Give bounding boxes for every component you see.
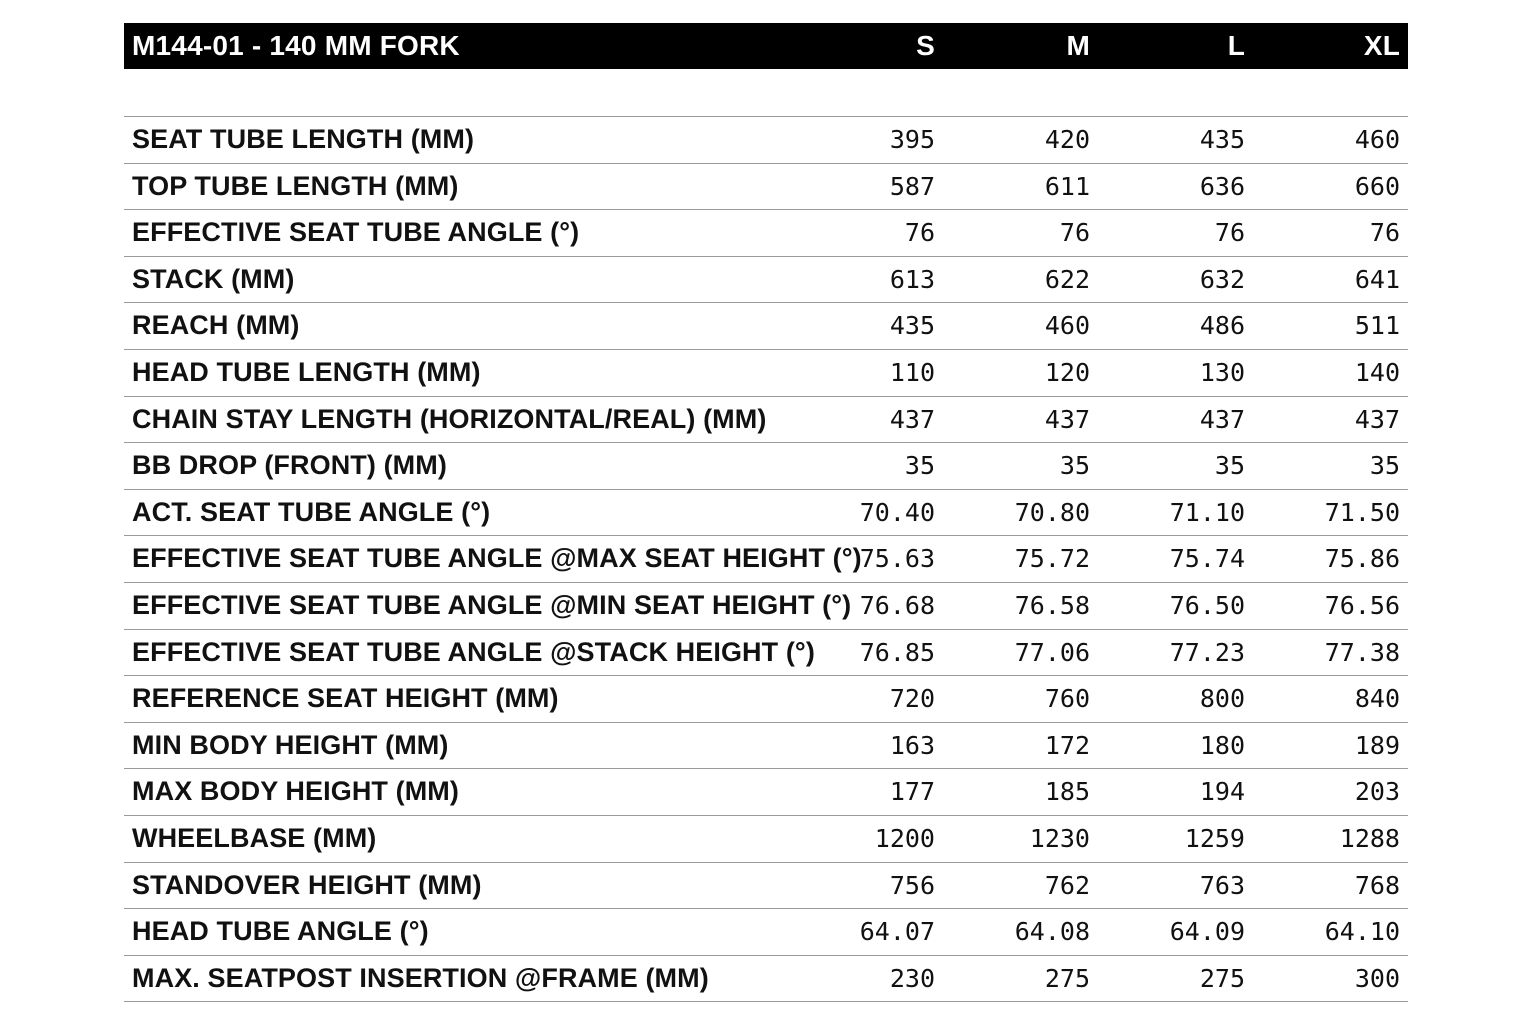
cell-xl: 460 xyxy=(1354,125,1400,154)
cell-l: 486 xyxy=(1199,311,1245,341)
cell-xl: 71.50 xyxy=(1324,497,1400,527)
cell-m: 460 xyxy=(1044,311,1090,341)
cell-m: 760 xyxy=(1044,684,1090,714)
cell-xl: 35 xyxy=(1369,451,1400,481)
cell-s: 163 xyxy=(889,730,935,760)
table-row xyxy=(124,257,1408,304)
row-label: STACK (MM) xyxy=(132,263,295,294)
cell-xl: 76 xyxy=(1369,218,1400,248)
cell-s: 35 xyxy=(904,451,935,481)
table-row xyxy=(124,863,1408,910)
table-row xyxy=(124,443,1408,490)
cell-m: 762 xyxy=(1044,870,1090,900)
cell-s: 435 xyxy=(889,311,935,341)
cell-xl: 660 xyxy=(1354,171,1400,201)
cell-xl: 189 xyxy=(1354,730,1400,760)
cell-m: 76 xyxy=(1059,218,1090,248)
row-label: EFFECTIVE SEAT TUBE ANGLE @MIN SEAT HEIGHT (°) xyxy=(132,589,852,620)
cell-l: 636 xyxy=(1199,171,1245,201)
table-row xyxy=(124,397,1408,444)
cell-s: 64.07 xyxy=(859,917,935,947)
cell-xl: 840 xyxy=(1354,684,1400,714)
cell-l: 75.74 xyxy=(1169,544,1245,574)
cell-s: 75.63 xyxy=(859,544,935,574)
table-row xyxy=(124,210,1408,257)
cell-s: 177 xyxy=(889,777,935,807)
cell-l: 435 xyxy=(1199,125,1245,154)
cell-m: 172 xyxy=(1044,730,1090,760)
cell-s: 395 xyxy=(889,125,935,154)
row-label: ACT. SEAT TUBE ANGLE (°) xyxy=(132,496,491,527)
table-row xyxy=(124,164,1408,211)
table-row xyxy=(124,909,1408,956)
cell-m: 120 xyxy=(1044,357,1090,387)
cell-m: 64.08 xyxy=(1014,917,1090,947)
cell-s: 720 xyxy=(889,684,935,714)
cell-xl: 641 xyxy=(1354,264,1400,294)
cell-s: 76.85 xyxy=(859,637,935,667)
cell-xl: 77.38 xyxy=(1324,637,1400,667)
cell-l: 800 xyxy=(1199,684,1245,714)
row-label: STANDOVER HEIGHT (MM) xyxy=(132,869,482,900)
cell-s: 613 xyxy=(889,264,935,294)
row-label: REACH (MM) xyxy=(132,310,300,341)
cell-l: 76 xyxy=(1214,218,1245,248)
row-label: BB DROP (FRONT) (MM) xyxy=(132,450,447,481)
geometry-table xyxy=(124,23,1408,993)
cell-xl: 64.10 xyxy=(1324,917,1400,947)
cell-l: 632 xyxy=(1199,264,1245,294)
cell-m: 275 xyxy=(1044,963,1090,993)
cell-m: 75.72 xyxy=(1014,544,1090,574)
cell-l: 76.50 xyxy=(1169,590,1245,620)
size-header-m: M xyxy=(1066,30,1090,61)
cell-l: 763 xyxy=(1199,870,1245,900)
cell-m: 35 xyxy=(1059,451,1090,481)
row-label: HEAD TUBE ANGLE (°) xyxy=(132,916,429,947)
cell-m: 70.80 xyxy=(1014,497,1090,527)
table-title: M144-01 - 140 MM FORK xyxy=(132,30,460,61)
cell-xl: 511 xyxy=(1354,311,1400,341)
row-label: SEAT TUBE LENGTH (MM) xyxy=(132,124,475,154)
table-row xyxy=(124,536,1408,583)
row-label: REFERENCE SEAT HEIGHT (MM) xyxy=(132,683,559,714)
cell-s: 1200 xyxy=(874,823,935,853)
cell-s: 230 xyxy=(889,963,935,993)
table-row xyxy=(124,630,1408,677)
row-label: MIN BODY HEIGHT (MM) xyxy=(132,729,449,760)
row-label: WHEELBASE (MM) xyxy=(132,822,377,853)
cell-s: 70.40 xyxy=(859,497,935,527)
table-body xyxy=(124,116,1408,1002)
row-label: CHAIN STAY LENGTH (HORIZONTAL/REAL) (MM) xyxy=(132,403,767,434)
cell-l: 71.10 xyxy=(1169,497,1245,527)
cell-xl: 76.56 xyxy=(1324,590,1400,620)
cell-m: 611 xyxy=(1044,171,1090,201)
row-label: MAX BODY HEIGHT (MM) xyxy=(132,776,459,807)
cell-s: 76 xyxy=(904,218,935,248)
cell-l: 64.09 xyxy=(1169,917,1245,947)
size-header-s: S xyxy=(916,30,935,61)
cell-xl: 437 xyxy=(1354,404,1400,434)
table-row xyxy=(124,816,1408,863)
row-label: TOP TUBE LENGTH (MM) xyxy=(132,170,459,201)
table-row xyxy=(124,117,1408,164)
cell-l: 1259 xyxy=(1184,823,1245,853)
cell-l: 275 xyxy=(1199,963,1245,993)
row-label: HEAD TUBE LENGTH (MM) xyxy=(132,356,481,387)
cell-xl: 1288 xyxy=(1339,823,1400,853)
row-label: MAX. SEATPOST INSERTION @FRAME (MM) xyxy=(132,962,709,993)
cell-l: 180 xyxy=(1199,730,1245,760)
table-row xyxy=(124,956,1408,1003)
table-row xyxy=(124,723,1408,770)
row-label: EFFECTIVE SEAT TUBE ANGLE (°) xyxy=(132,217,580,248)
cell-l: 77.23 xyxy=(1169,637,1245,667)
table-row xyxy=(124,303,1408,350)
cell-m: 622 xyxy=(1044,264,1090,294)
cell-s: 587 xyxy=(889,171,935,201)
cell-m: 420 xyxy=(1044,125,1090,154)
cell-l: 194 xyxy=(1199,777,1245,807)
cell-xl: 140 xyxy=(1354,357,1400,387)
cell-m: 77.06 xyxy=(1014,637,1090,667)
cell-xl: 75.86 xyxy=(1324,544,1400,574)
cell-l: 130 xyxy=(1199,357,1245,387)
cell-m: 437 xyxy=(1044,404,1090,434)
table-row xyxy=(124,769,1408,816)
row-label: EFFECTIVE SEAT TUBE ANGLE @MAX SEAT HEIGHT (°) xyxy=(132,543,862,574)
table-row xyxy=(124,583,1408,630)
table-header xyxy=(124,23,1408,69)
cell-m: 1230 xyxy=(1029,823,1090,853)
table-row xyxy=(124,490,1408,537)
cell-s: 437 xyxy=(889,404,935,434)
cell-xl: 300 xyxy=(1354,963,1400,993)
row-label: EFFECTIVE SEAT TUBE ANGLE @STACK HEIGHT (°) xyxy=(132,636,815,667)
size-header-l: L xyxy=(1227,30,1245,61)
table-row xyxy=(124,350,1408,397)
cell-s: 76.68 xyxy=(859,590,935,620)
cell-s: 110 xyxy=(889,357,935,387)
cell-xl: 768 xyxy=(1354,870,1400,900)
cell-m: 185 xyxy=(1044,777,1090,807)
cell-l: 35 xyxy=(1214,451,1245,481)
cell-xl: 203 xyxy=(1354,777,1400,807)
cell-m: 76.58 xyxy=(1014,590,1090,620)
cell-l: 437 xyxy=(1199,404,1245,434)
cell-s: 756 xyxy=(889,870,935,900)
table-row xyxy=(124,676,1408,723)
size-header-xl: XL xyxy=(1363,30,1400,61)
